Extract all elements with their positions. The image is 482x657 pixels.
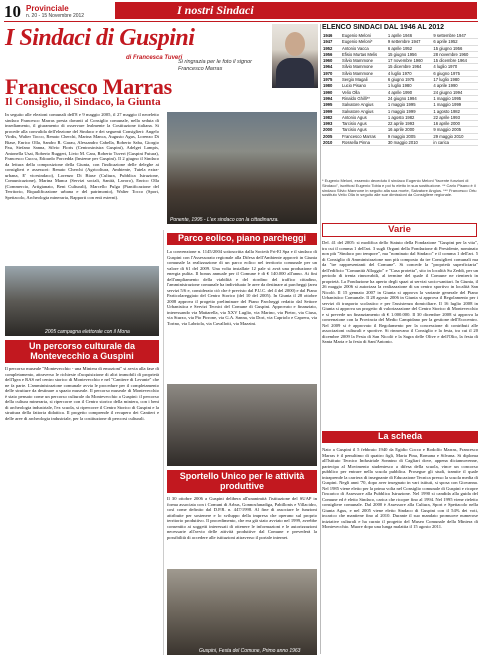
mayor-end: 9 settembre 1947 xyxy=(432,33,478,39)
mayor-name-cell: Tarcisio Agus xyxy=(341,127,387,133)
mayor-start: 1 aprile 1946 xyxy=(387,33,433,39)
mayor-name-cell: Eugenio Meloni* xyxy=(341,39,387,45)
photo-caption-top: Ponente, 1995 - L'ex sindaco con la cittadinanza. xyxy=(170,217,279,223)
mayor-end: 29 maggio 2010 xyxy=(432,133,478,139)
mayor-start: 22 aprile 1993 xyxy=(387,121,433,127)
festival-photo xyxy=(167,569,317,655)
montevecchio-heading xyxy=(5,340,159,363)
mayor-end: 15 giugno 1956 xyxy=(432,45,478,51)
mayor-year: 1946 xyxy=(322,33,341,39)
photo-credits: Si ringrazia per le foto il signor Francesco Marras xyxy=(178,59,252,72)
mayor-name-cell: Sergio Magali xyxy=(341,77,387,83)
mayor-name-cell: Silvio Mammone xyxy=(341,64,387,70)
mayor-end: 6 giugno 1975 xyxy=(432,70,478,76)
sportello-heading xyxy=(167,470,317,493)
mayor-year: 1960 xyxy=(322,58,341,64)
mayor-year: 1980 xyxy=(322,83,341,89)
mayor-name-cell: Salvatore Angius xyxy=(341,108,387,114)
mayor-end: 6 aprile 1952 xyxy=(432,39,478,45)
mayor-name-cell: Efisio Murtas Melis xyxy=(341,51,387,57)
mayors-list xyxy=(322,33,478,146)
varie-heading: Varie xyxy=(322,223,477,237)
mayor-end: 15 dicembre 1964 xyxy=(432,58,478,64)
portrait-photo xyxy=(272,24,318,88)
mayor-name-cell: Rossella Pinna xyxy=(341,140,387,146)
mayor-name-cell: Silvio Mammone xyxy=(341,70,387,76)
varie-text: Del. 41 del 2005: si modifica dello Statuto della Fondazione "Guspini per la vita", tra cui il comma 1 dell'art. 3 sugli Organi della Fondazione di Presidente, nominato non più "Sindaco pro tempore", ma "nominato dal Sindaco" e il comma 1 dell'art. 5 di Consiglio di Amministrazione non più composto da tre Consiglieri comunali ma da "tre rappresentanti del Comune". Si concede la "proprietà superficiaria" dell'edificio "Comunità Alloggio" e "Casa protetta", sito in località Su Zeddi, per un periodo di trenta rinnovabili, al termine del quale il Comune ne rientrerà in proprietà. La Fondazione ha aperto degli spazi ai servizi socio-sanitari. In Giunta, il 26 maggio 2006 si autorizza la realizzazione di un centro sportivo in località San Nicolò. Il 15 gennaio 2007 in Giunta si approva la variante generale del Piano Urbanistico Comunale. Il 28 agosto 2006 in Giunta si approva il Regolamento per i servizi di trasporto scolastico e per l'assistenza domiciliare. Il 16 luglio 2008 in Giunta si approva un progetto di valorizzazione del Centro Storico di Montevecchio e si prevede un finanziamento di € 1.000.000. Il 30 dicembre 2008 si approva la convenzione con la Provincia del Medio Campidano per la gestione dell'Ecocentro. Nel 2009 si è approvato il Regolamento per la concessione di contributi alle associazioni culturali e sportive. Si rinnovano il Consiglio e la festa, tra cui il 20 dicembre 2009 la Festa di San Nicolò e la Sagra delle Olive e dell'Olio, la festa di Santa Maria e la festa di Sant'Antonio. xyxy=(322,240,478,344)
mayor-end: 22 aprile 1993 xyxy=(432,114,478,120)
photo-caption-campaign: 2005 campagna elettorale con il Mona xyxy=(45,329,130,335)
mayor-start: 9 maggio 2005 xyxy=(387,133,433,139)
mayor-year: 1994 xyxy=(322,95,341,101)
mayor-row xyxy=(322,64,478,70)
montevecchio-text: Il percorso museale "Montevecchio - una Miniera di emozioni" si avvia alla fase di completamento, attraverso le richieste d'acquisizione di altri immobili di proprietà dell'Igea e RAS nel centro storico di Montevecchio e nel "Cantiere di Levante" che ne fa parte. L'amministrazione comunale avvia le procedure per il completamento delle strutture da destinare a spazio museale. Il percorso museale di Montevecchio è stato pensato come un percorso culturale da Montevecchio a Guspini: il percorso della cultura mineraria, si ripercorre con il Centro storico della miniera, con i beni di archeologia industriale, l'ex scuola, si ripercorre il Centro Storico di Guspini e la struttura della fattoria didattica. Il progetto comprende il recupero dei Cantieri e delle aree di archeologia industriale, per la costituzione di percorsi culturali. xyxy=(5,366,159,421)
mayor-name-cell: Silvio Mammone xyxy=(341,58,387,64)
column-divider-middle xyxy=(163,230,164,655)
mayor-name-cell: Francesco Marras xyxy=(341,133,387,139)
article-main-title: I Sindaci di Guspini xyxy=(5,25,195,51)
mayor-row xyxy=(322,39,478,45)
mayor-start: 9 settembre 1947 xyxy=(387,39,433,45)
mayor-year: 1952 xyxy=(322,45,341,51)
parco-eolico-text: La convenzione n. 1145/2004 sottoscritta dalla Società Fri-El Spa e il sindaco di Guspini con l'Assessorato regionale alla Difesa dell'Ambiente approvò in Giunta comunale la realizzazione di un parco eolico nel territorio comunale per un valore di 61 del 2009. Una volta installate 12 pale si avrà una produzione di energia pulita. Il bonus annuale per il Comune è di € 140.000 all'anno. Ai fini dell'ampliamento della viabilità e del riordino del traffico cittadino, l'amministrazione comunale ha individuato le aree da destinare ai parcheggi (area servizi 5/6 e, considerato ciò che è previsto dal P.U.C. del 4 del 2000) e dal Piano Particolareggiato del Centro Storico (del 10 del 2005). In Giunta il 28 ottobre 2008 approva il progetto preliminare del Piano Parcheggi redatto dal Settore Urbanistica e Servizi Tecnici del Comune di Guspini. Approvato e finanziato, interessando via Mattarella, via XXV Luglio, via Marino, via Pietro, via Ciusa, via Sturzo, via Pio Pirrone, via G.A. Sanna, via Dori, via Capriolo e Caprera, via Torino, via Labriola, via Cavallotti, via Mazzini. xyxy=(167,249,317,326)
campaign-photo xyxy=(5,266,159,336)
mayor-year: 1956 xyxy=(322,51,341,57)
mayor-name: Francesco Marras xyxy=(5,74,172,99)
event-photo-top xyxy=(167,112,317,224)
mayor-start: 1 luglio 1980 xyxy=(387,83,433,89)
mayor-name-cell: Lucio Pisano xyxy=(341,83,387,89)
scheda-heading: La scheda xyxy=(322,431,478,443)
mayor-year: 1982 xyxy=(322,114,341,120)
newspaper-logo: Provinciale xyxy=(26,4,69,13)
mayor-year: 2000 xyxy=(322,127,341,133)
mayor-row xyxy=(322,127,478,133)
mayor-row xyxy=(322,89,478,95)
section-band xyxy=(115,2,477,19)
montevecchio-title: Un percorso culturale da Montevecchio a Guspini xyxy=(28,341,136,361)
scheda-text: Nato a Guspini il 5 febbraio 1940 da Egidio Cocco e Rodolfo Marras, Francesco Marras è il penultimo di quattro figli, Maria Pina, Romana e Silvana. Si diploma all'Istituto Tecnico Industriale Sonnino di Cagliari dove, appena diciannovenne, partecipa al Movimento studentesco a difesa della scuola, vince un concorso pubblico per entrare nella scuola pubblica. Prosegue gli studi, tramite il quale intraprende la carriera di insegnante di Educazione Tecnica presso la scuola media di Guspini. Negli anni '70, dopo aver insegnato in vari istituti, si sposa con Giovanna. Nel 1985 viene eletto per la prima volta nel Consiglio comunale di Guspini e ricopre l'incarico di Assessore alla Pubblica Istruzione. Nel 1990 si candida alla guida del Comune ed è eletto Sindaco, carica che ricopre fino al 1994. Nel 1995 viene rieletto consigliere comunale. Dal 2000 è Assessore alla Cultura, Sport e Spettacolo nella Giunta Agus, e nel 2005 viene eletto Sindaco di Guspini con il 54% dei voti, incarico che mantiene fino al 2010. Durante il suo mandato promuove numerose iniziative culturali e ha curato il progetto del Museo Comunale della Miniera di Montevecchio. Muore dopo una lunga malattia il 15 agosto 2011. xyxy=(322,447,478,529)
mayor-row xyxy=(322,102,478,108)
mayor-start: 30 maggio 2010 xyxy=(387,140,433,146)
mayor-row xyxy=(322,51,478,57)
mayor-year: 1995 xyxy=(322,102,341,108)
mayor-year: 1975 xyxy=(322,77,341,83)
mayor-name-cell: Antonio Agus xyxy=(341,114,387,120)
mayor-row xyxy=(322,140,478,146)
mayor-row xyxy=(322,77,478,83)
mayor-name-cell: Salvatore Angius xyxy=(341,102,387,108)
group-photo xyxy=(167,384,317,466)
mayor-row xyxy=(322,70,478,76)
mayor-name-cell: Eugenio Meloni xyxy=(341,33,387,39)
page-number: 10 xyxy=(4,2,21,21)
portrait-head xyxy=(285,32,305,56)
mayor-name-cell: Velio Olla xyxy=(341,89,387,95)
mayor-start: 1 agosto 1982 xyxy=(387,114,433,120)
mayor-start: 6 aprile 1952 xyxy=(387,45,433,51)
mayor-row xyxy=(322,58,478,64)
mayor-end: 1 agosto 1982 xyxy=(432,108,478,114)
mayor-year: 2010 xyxy=(322,140,341,146)
header-divider xyxy=(4,21,478,22)
mayors-notes: * Eugenio Meloni, essendo deceduto il sindaco Eugenio Meloni "facente funzioni di Sindaco", iscrittosi Eugenio Tobia e poi fu eletto in sua sostituzione. ** Carlo Pisano è il sindaco Silvio Mannone in seguito alla sua morte, Salvatore Angius. *** Francesco Ortu sostituto Velio Olla in seguito alle sue dimissioni da Consigliere regionale. xyxy=(322,178,477,198)
intro-text: In seguito alle elezioni comunali dell'8 e 9 maggio 2005, il 27 maggio il neoeletto sindaco Francesco Marras presta davanti al Consiglio comunale, nella seduta di insediamento, il giuramento di osservare lealmente la Costituzione italiana. Si procede alla convalida dell'elezione del Sindaco e dei seguenti Consiglieri: Angelo Virdis, Walter Tocco, Renato Cherchi, Marina Manca, Augusto Agus, Lorenzo Di Biase, Enrico Olla, Sandro R. Garau, Alessandro Cabella, Roberto Saba, Giorgio Pau, Stefano Sanna, Silvio Floris (Centrosinistra Guspini), Adelgei Lampis, Antonella Usai, Roberto Ruggeri, Livio M. Cara, Roberto Tuveri (Guspini Futura), Francesco Cuccu, Edoardo Porcedda (Insieme per Guspini). Il 2 giugno il Sindaco da lettura della composizione della Giunta, con l'indicazione delle deleghe ai consiglieri e assessori: Renato Cherchi (Agricoltura, Ambiente, Tutela extra-urbana, E' vicesindaco), Lorenzo Di Biase (Cultura, Pubblica Istruzione, Comunicazione), Marina Manca (Servizi sociali, Sanità, Lavoro), Enrico Olla (Commercio, Artigianato, Beni Culturali), Marcello Pulga (Pianificazione del Territorio, Riqualificazione urbana e del patrimonio), Walter Tocco (Sport, Spettacolo, Archeologia mineraria, Rapporti con enti esterni). xyxy=(5,112,159,200)
mayors-table xyxy=(322,33,478,146)
article-subtitle: Il Consiglio, il Sindaco, la Giunta xyxy=(5,96,161,108)
mayor-start: 15 dicembre 1964 xyxy=(387,64,433,70)
mayor-name-cell: Antonio Vacca xyxy=(341,45,387,51)
parco-eolico-heading: Parco eolico, piano parcheggi xyxy=(167,233,317,245)
mayor-start: 1 maggio 1999 xyxy=(387,108,433,114)
mayor-start: 24 giugno 1994 xyxy=(387,95,433,101)
mayor-row xyxy=(322,121,478,127)
mayor-row xyxy=(322,95,478,101)
section-title: I nostri Sindaci xyxy=(177,3,254,17)
mayor-year: 1947 xyxy=(322,39,341,45)
mayor-row xyxy=(322,83,478,89)
sportello-text: Il 30 ottobre 2006 a Guspini delibera all'unanimità l'istituzione del SUAP in forma associata con i Comuni di Arbus, Gonnosfanadiga, Pabillonis e Villacidro, così come definito dal D.P.R. n. 447/1998. Al fine di associare le funzioni attribuite per sostenere e lo sviluppo della impresa che operano sul proprio territorio produttivo. Il procedimento, che era già stato avviato nel 1999, avrebbe consentito ai soggetti interessati di ottenere le informazioni e le autorizzazioni necessarie all'avvio delle attività produttive dal Comune e prevederà la possibilità di accedere alle istituzioni attraverso il portale internet. xyxy=(167,496,317,540)
mayor-year: 1990 xyxy=(322,89,341,95)
issue-info: n. 20 - 15 Novembre 2012 xyxy=(26,13,85,19)
mayor-start: 6 giugno 1975 xyxy=(387,77,433,83)
mayor-end: 9 maggio 2005 xyxy=(432,127,478,133)
mayor-start: 4 aprile 1990 xyxy=(387,89,433,95)
mayor-name-cell: Tarcisio Agus xyxy=(341,121,387,127)
mayor-end: 17 luglio 1980 xyxy=(432,77,478,83)
photo-caption-festival: Guspini, Festa del Comune, Primo anno 1963 xyxy=(199,648,301,654)
mayor-start: 16 aprile 2000 xyxy=(387,127,433,133)
portrait-body xyxy=(276,58,314,88)
mayor-row xyxy=(322,114,478,120)
byline: di Francesca Tuveri xyxy=(126,55,183,61)
mayor-end: 1 maggio 1995 xyxy=(432,95,478,101)
mayor-end: in carica xyxy=(432,140,478,146)
mayor-year: 1964 xyxy=(322,64,341,70)
mayor-row xyxy=(322,33,478,39)
mayor-start: 4 luglio 1970 xyxy=(387,70,433,76)
mayor-row xyxy=(322,133,478,139)
sportello-title: Sportello Unico per le attività produttive xyxy=(179,471,305,491)
mayor-row xyxy=(322,108,478,114)
mayor-end: 4 aprile 1990 xyxy=(432,83,478,89)
mayors-list-title: ELENCO SINDACI DAL 1946 AL 2012 xyxy=(322,24,445,31)
mayor-row xyxy=(322,45,478,51)
mayor-start: 17 novembre 1960 xyxy=(387,58,433,64)
mayor-year: 1993 xyxy=(322,121,341,127)
mayor-name-cell: Rinaldo Ghilli** xyxy=(341,95,387,101)
mayor-year: 1999 xyxy=(322,108,341,114)
mayor-end: 4 luglio 1970 xyxy=(432,64,478,70)
mayor-end: 24 giugno 1994 xyxy=(432,89,478,95)
mayor-year: 1970 xyxy=(322,70,341,76)
mayor-end: 1 maggio 1999 xyxy=(432,102,478,108)
column-divider xyxy=(320,24,321,654)
mayor-end: 28 novembre 1960 xyxy=(432,51,478,57)
mayor-end: 16 aprile 2000 xyxy=(432,121,478,127)
mayor-start: 1 maggio 1995 xyxy=(387,102,433,108)
mayor-start: 15 giugno 1956 xyxy=(387,51,433,57)
mayor-year: 2005 xyxy=(322,133,341,139)
